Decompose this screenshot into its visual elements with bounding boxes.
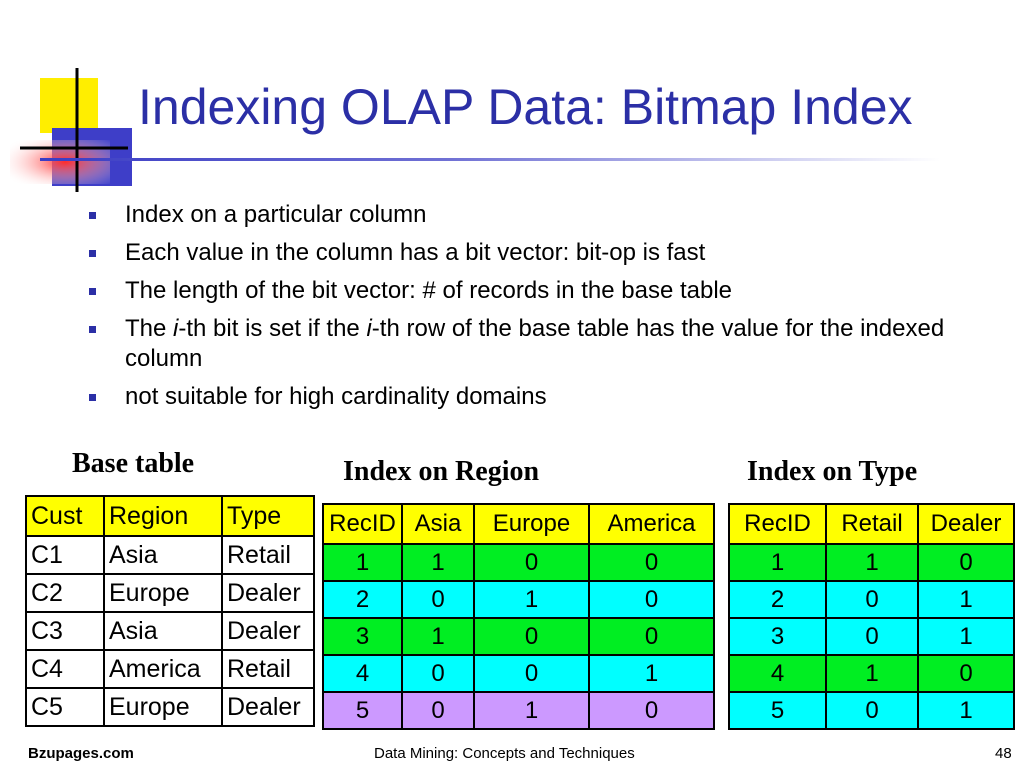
base-table-cell: Dealer bbox=[222, 688, 314, 726]
type-index-cell: 2 bbox=[729, 581, 826, 618]
base-table-cell: C1 bbox=[26, 536, 104, 574]
base-table-cell: C3 bbox=[26, 612, 104, 650]
type-index-column-header: Dealer bbox=[918, 504, 1014, 544]
base-table-cell: Retail bbox=[222, 650, 314, 688]
region-index-cell: 3 bbox=[323, 618, 402, 655]
bullet-item bbox=[86, 200, 966, 230]
region-index-cell: 0 bbox=[589, 618, 714, 655]
region-index-column-header: America bbox=[589, 504, 714, 544]
base-table-cell: C2 bbox=[26, 574, 104, 612]
bullet-text: The length of the bit vector: # of records in the base table bbox=[125, 277, 733, 304]
region-index-cell: 0 bbox=[402, 692, 474, 729]
base-table-cell: America bbox=[104, 650, 222, 688]
bullet-item bbox=[86, 382, 966, 412]
base-table-row bbox=[26, 650, 314, 688]
square-bullet-icon bbox=[89, 212, 96, 219]
region-index-header-row bbox=[323, 504, 714, 544]
italic-variable: i bbox=[366, 315, 372, 342]
footer-site: Bzupages.com bbox=[28, 745, 134, 762]
bullet-text: Index on a particular column bbox=[125, 201, 427, 228]
square-bullet-icon bbox=[89, 326, 96, 333]
slide-title: Indexing OLAP Data: Bitmap Index bbox=[138, 79, 913, 135]
square-bullet-icon bbox=[89, 394, 96, 401]
base-table bbox=[25, 495, 315, 727]
bullet-item bbox=[86, 276, 966, 306]
bullet-text: The bbox=[125, 315, 174, 342]
region-index-cell: 5 bbox=[323, 692, 402, 729]
region-index-cell: 0 bbox=[474, 544, 589, 581]
base-table-cell: Europe bbox=[104, 574, 222, 612]
region-index-cell: 1 bbox=[474, 581, 589, 618]
region-index-row bbox=[323, 692, 714, 729]
region-index-row bbox=[323, 618, 714, 655]
base-table-caption: Base table bbox=[72, 448, 195, 479]
type-index-caption: Index on Type bbox=[747, 456, 918, 487]
base-table-cell: Europe bbox=[104, 688, 222, 726]
region-index-table bbox=[322, 503, 715, 730]
base-table-column-header: Type bbox=[222, 496, 314, 536]
bullet-text: -th bit is set if the bbox=[178, 315, 367, 342]
bullet-item bbox=[86, 238, 966, 268]
type-index-cell: 3 bbox=[729, 618, 826, 655]
region-index-cell: 0 bbox=[589, 581, 714, 618]
type-index-cell: 0 bbox=[826, 581, 918, 618]
type-index-column-header: RecID bbox=[729, 504, 826, 544]
type-index-row bbox=[729, 618, 1014, 655]
type-index-cell: 0 bbox=[826, 618, 918, 655]
region-index-row bbox=[323, 581, 714, 618]
region-index-cell: 1 bbox=[323, 544, 402, 581]
region-index-column-header: Asia bbox=[402, 504, 474, 544]
bullet-text: not suitable for high cardinality domains bbox=[125, 383, 547, 410]
region-index-column-header: RecID bbox=[323, 504, 402, 544]
base-table-row bbox=[26, 688, 314, 726]
footer-course: Data Mining: Concepts and Techniques bbox=[374, 745, 635, 762]
region-index-column-header: Europe bbox=[474, 504, 589, 544]
type-index-row bbox=[729, 655, 1014, 692]
region-index-cell: 1 bbox=[402, 618, 474, 655]
type-index-cell: 1 bbox=[918, 581, 1014, 618]
type-index-header-row bbox=[729, 504, 1014, 544]
base-table-cell: Retail bbox=[222, 536, 314, 574]
square-bullet-icon bbox=[89, 250, 96, 257]
type-index-cell: 0 bbox=[826, 692, 918, 729]
bullet-text: -th row of the base table has the value for the indexed column bbox=[125, 315, 945, 372]
type-index-cell: 4 bbox=[729, 655, 826, 692]
region-index-cell: 2 bbox=[323, 581, 402, 618]
bullet-item bbox=[86, 314, 966, 374]
type-index-cell: 1 bbox=[729, 544, 826, 581]
region-index-cell: 1 bbox=[474, 692, 589, 729]
square-bullet-icon bbox=[89, 288, 96, 295]
base-table-cell: Asia bbox=[104, 536, 222, 574]
type-index-cell: 0 bbox=[918, 655, 1014, 692]
base-table-column-header: Region bbox=[104, 496, 222, 536]
base-table-row bbox=[26, 536, 314, 574]
region-index-cell: 4 bbox=[323, 655, 402, 692]
type-index-cell: 1 bbox=[918, 692, 1014, 729]
region-index-caption: Index on Region bbox=[343, 456, 540, 487]
base-table-cell: Dealer bbox=[222, 612, 314, 650]
type-index-cell: 1 bbox=[826, 655, 918, 692]
title-underline bbox=[40, 158, 940, 161]
region-index-cell: 0 bbox=[474, 618, 589, 655]
type-index-cell: 1 bbox=[826, 544, 918, 581]
footer-page-number: 48 bbox=[995, 745, 1012, 762]
italic-variable: i bbox=[173, 315, 179, 342]
type-index-column-header: Retail bbox=[826, 504, 918, 544]
base-table-column-header: Cust bbox=[26, 496, 104, 536]
region-index-cell: 1 bbox=[589, 655, 714, 692]
base-table-row bbox=[26, 574, 314, 612]
type-index-cell: 1 bbox=[918, 618, 1014, 655]
base-table-cell: Asia bbox=[104, 612, 222, 650]
bullet-text: Each value in the column has a bit vector: bit-op is fast bbox=[125, 239, 706, 266]
type-index-row bbox=[729, 581, 1014, 618]
region-index-row bbox=[323, 655, 714, 692]
base-table-cell: Dealer bbox=[222, 574, 314, 612]
type-index-cell: 0 bbox=[918, 544, 1014, 581]
region-index-cell: 0 bbox=[474, 655, 589, 692]
region-index-cell: 0 bbox=[402, 581, 474, 618]
region-index-row bbox=[323, 544, 714, 581]
crossed-squares-logo-icon bbox=[0, 0, 140, 200]
type-index-cell: 5 bbox=[729, 692, 826, 729]
base-table-cell: C4 bbox=[26, 650, 104, 688]
region-index-cell: 1 bbox=[402, 544, 474, 581]
region-index-cell: 0 bbox=[589, 692, 714, 729]
region-index-cell: 0 bbox=[402, 655, 474, 692]
base-table-row bbox=[26, 612, 314, 650]
type-index-row bbox=[729, 692, 1014, 729]
bullet-list bbox=[86, 200, 966, 420]
base-table-header-row bbox=[26, 496, 314, 536]
base-table-cell: C5 bbox=[26, 688, 104, 726]
region-index-cell: 0 bbox=[589, 544, 714, 581]
type-index-table bbox=[728, 503, 1015, 730]
type-index-row bbox=[729, 544, 1014, 581]
